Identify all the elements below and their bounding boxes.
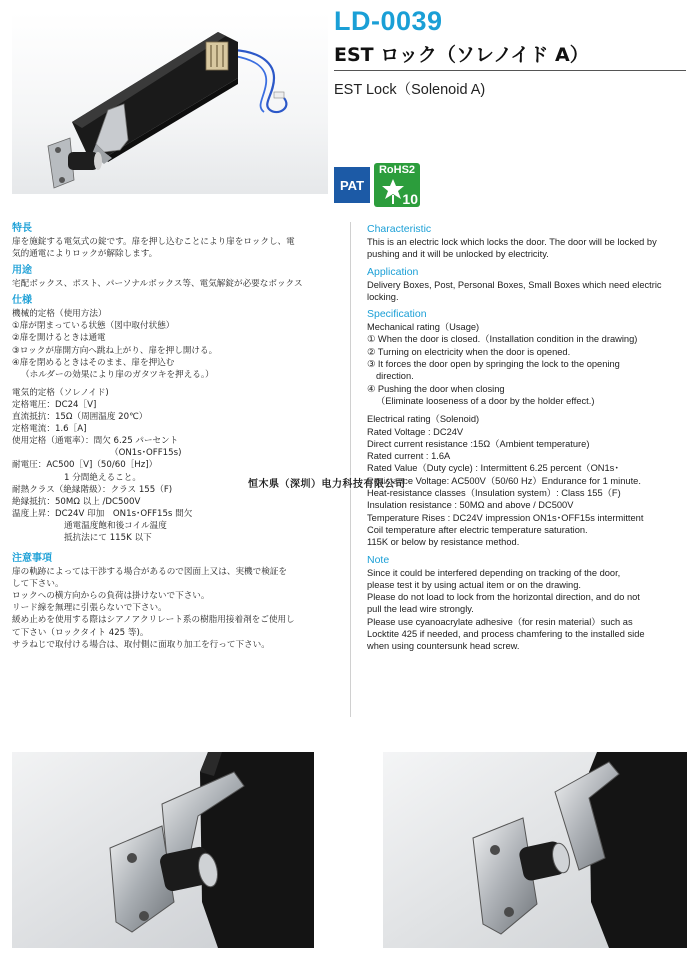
mech-line-en: ③ It forces the door open by springing the lock to the opening (367, 359, 620, 370)
mech-line-en: （Eliminate looseness of a door by the holder effect.) (376, 395, 595, 406)
elec-line-ja: （ON1s･OFF15s) (110, 448, 182, 459)
note-line-ja: 扉の軌跡によっては干渉する場合があるので図面上又は、実機で検証を (12, 567, 288, 578)
installation-photo-open (383, 752, 687, 948)
note-line-ja: ロックへの横方向からの負荷は掛けないで下さい。 (12, 591, 210, 602)
mech-line-ja: ②扉を開けるときは通電 (12, 333, 106, 344)
elec-line-ja: 絶縁抵抗：50MΩ 以上 /DC500V (12, 496, 141, 507)
application-text: Delivery Boxes, Post, Personal Boxes, Small Boxes which need electric locking. (367, 279, 662, 302)
feature-text-ja: 気的通電によりロックが解除します。 (12, 249, 158, 260)
usage-heading-ja: 用途 (12, 265, 32, 277)
characteristic-text: This is an electric lock which locks the door. The door will be locked by pushing and it will be unlocked by electricity. (367, 237, 657, 260)
characteristic-heading: Characteristic (367, 223, 432, 235)
title-divider (334, 70, 686, 71)
elec-line-ja: 耐熱クラス（絶縁階級）：クラス 155（F) (12, 484, 173, 495)
spec-heading-ja: 仕様 (12, 295, 32, 307)
elec-line-en: Resistance Voltage: AC500V（50/60 Hz）Endurance for 1 minute. (367, 475, 641, 486)
note-heading-en: Note (367, 553, 390, 566)
elec-line-en: Direct current resistance :15Ω（Ambient temperature) (367, 438, 590, 449)
mech-line-en: ① When the door is closed.（Installation condition in the drawing) (367, 334, 638, 345)
mech-line-ja: ④扉を閉めるときはそのまま、扉を押込む (12, 357, 175, 368)
elec-line-en: Temperature Rises : DC24V impression ON1s･OFF15s intermittent (367, 512, 644, 523)
note-line-en: Locktite 425 if needed, and process chamfering to the installed side (367, 629, 645, 640)
specification-heading: Specification (367, 308, 427, 321)
note-line-en: when using countersunk head screw. (367, 641, 520, 652)
note-line-ja: リード線を無理に引張らないで下さい。 (12, 603, 167, 614)
japanese-column (12, 222, 342, 651)
mech-line-ja: ③ロックが扉開方向へ跳ね上がり、扉を押し開ける。 (12, 345, 218, 356)
installation-photo-closed (12, 752, 314, 948)
elec-line-ja: 通電温度飽和後コイル温度 (64, 520, 167, 531)
application-heading: Application (367, 265, 419, 278)
mech-line-en: direction. (376, 371, 414, 382)
note-line-ja: して下さい。 (12, 579, 64, 590)
product-title-en: EST Lock（Solenoid A) (334, 82, 486, 98)
elec-line-en: Insulation resistance : 50MΩ and above / DC500V (367, 500, 574, 511)
elec-line-en: Rated Voltage : DC24V (367, 426, 464, 437)
elec-line-en: Rated Value（Duty cycle) : Intermittent 6.25 percent（ON1s･ (367, 463, 619, 474)
product-photo (12, 12, 328, 194)
english-column (367, 222, 689, 653)
mech-line-ja: （ホルダーの効果により扉のガタツキを押える。） (21, 369, 214, 380)
rohs-label: RoHS2 (378, 164, 416, 176)
elec-line-en: Rated current : 1.6A (367, 451, 451, 462)
note-line-en: Please do not load to lock from the horizontal direction, and do not (367, 592, 640, 603)
elec-line-ja: 定格電流：1.6［A] (12, 424, 87, 435)
elec-line-en: 115K or below by resistance method. (367, 537, 520, 548)
rohs-badge (374, 163, 420, 207)
elec-line-ja: 温度上昇：DC24V 印加 ON1s･OFF15s 間欠 (12, 508, 193, 519)
elec-line-ja: 直流抵抗：15Ω（周囲温度 20℃） (12, 412, 148, 423)
mech-line-en: Mechanical rating（Usage) (367, 322, 480, 333)
note-line-en: please test it by using actual item or on the drawing. (367, 579, 581, 590)
overlay-company-text: 恒木県（深圳）电力科技有限公司 (248, 475, 406, 490)
note-line-ja: サラねじで取付ける場合は、取付側に面取り加工を行って下さい。 (12, 639, 270, 650)
elec-line-ja: 電気的定格（ソレノイド) (12, 387, 109, 398)
note-line-en: Please use cyanoacrylate adhesive（for resin material）such as (367, 616, 633, 627)
mech-line-ja: ①扉が閉まっている状態（図中取付状態） (12, 321, 175, 332)
elec-line-ja: 使用定格（通電率）：間欠 6.25 パーセント (12, 436, 179, 447)
elec-line-en: Coil temperature after electric temperature saturation. (367, 524, 588, 535)
mech-line-en: ② Turning on electricity when the door is opened. (367, 346, 571, 357)
product-title-ja: EST ロック（ソレノイド A） (334, 44, 589, 66)
elec-line-ja: 1 分間絶えること。 (64, 472, 141, 483)
note-line-en: Since it could be interfered depending on tracking of the door, (367, 567, 621, 578)
pat-badge: PAT (334, 167, 370, 203)
part-number: LD-0039 (334, 6, 443, 36)
column-divider (350, 222, 351, 717)
mech-line-en: ④ Pushing the door when closing (367, 383, 505, 394)
elec-line-ja: 定格電圧：DC24［V] (12, 399, 97, 410)
usage-text-ja: 宅配ボックス、ポスト、パーソナルボックス等、電気解錠が必要なボックス (12, 279, 303, 290)
elec-line-en: Heat-resistance classes（Insulation system）: Class 155（F) (367, 488, 621, 499)
rohs-number: 10 (402, 191, 418, 207)
note-heading-ja: 注意事項 (12, 553, 52, 565)
feature-heading-ja: 特長 (12, 223, 32, 234)
mech-line-ja: 機械的定格（使用方法） (12, 309, 107, 320)
feature-text-ja: 扉を施錠する電気式の錠です。扉を押し込むことにより扉をロックし、電 (12, 237, 295, 247)
note-line-ja: 緩め止めを使用する際はシアノアクリレート系の樹脂用接着剤をご使用し (12, 615, 295, 626)
elec-line-ja: 耐電圧：AC500［V]（50/60［Hz]） (12, 460, 158, 471)
elec-line-en: Electrical rating（Solenoid) (367, 414, 480, 425)
elec-line-ja: 抵抗法にて 115K 以下 (64, 532, 152, 543)
note-line-ja: て下さい（ロックタイト 425 等)。 (12, 627, 149, 638)
note-line-en: pull the lead wire strongly. (367, 604, 474, 615)
